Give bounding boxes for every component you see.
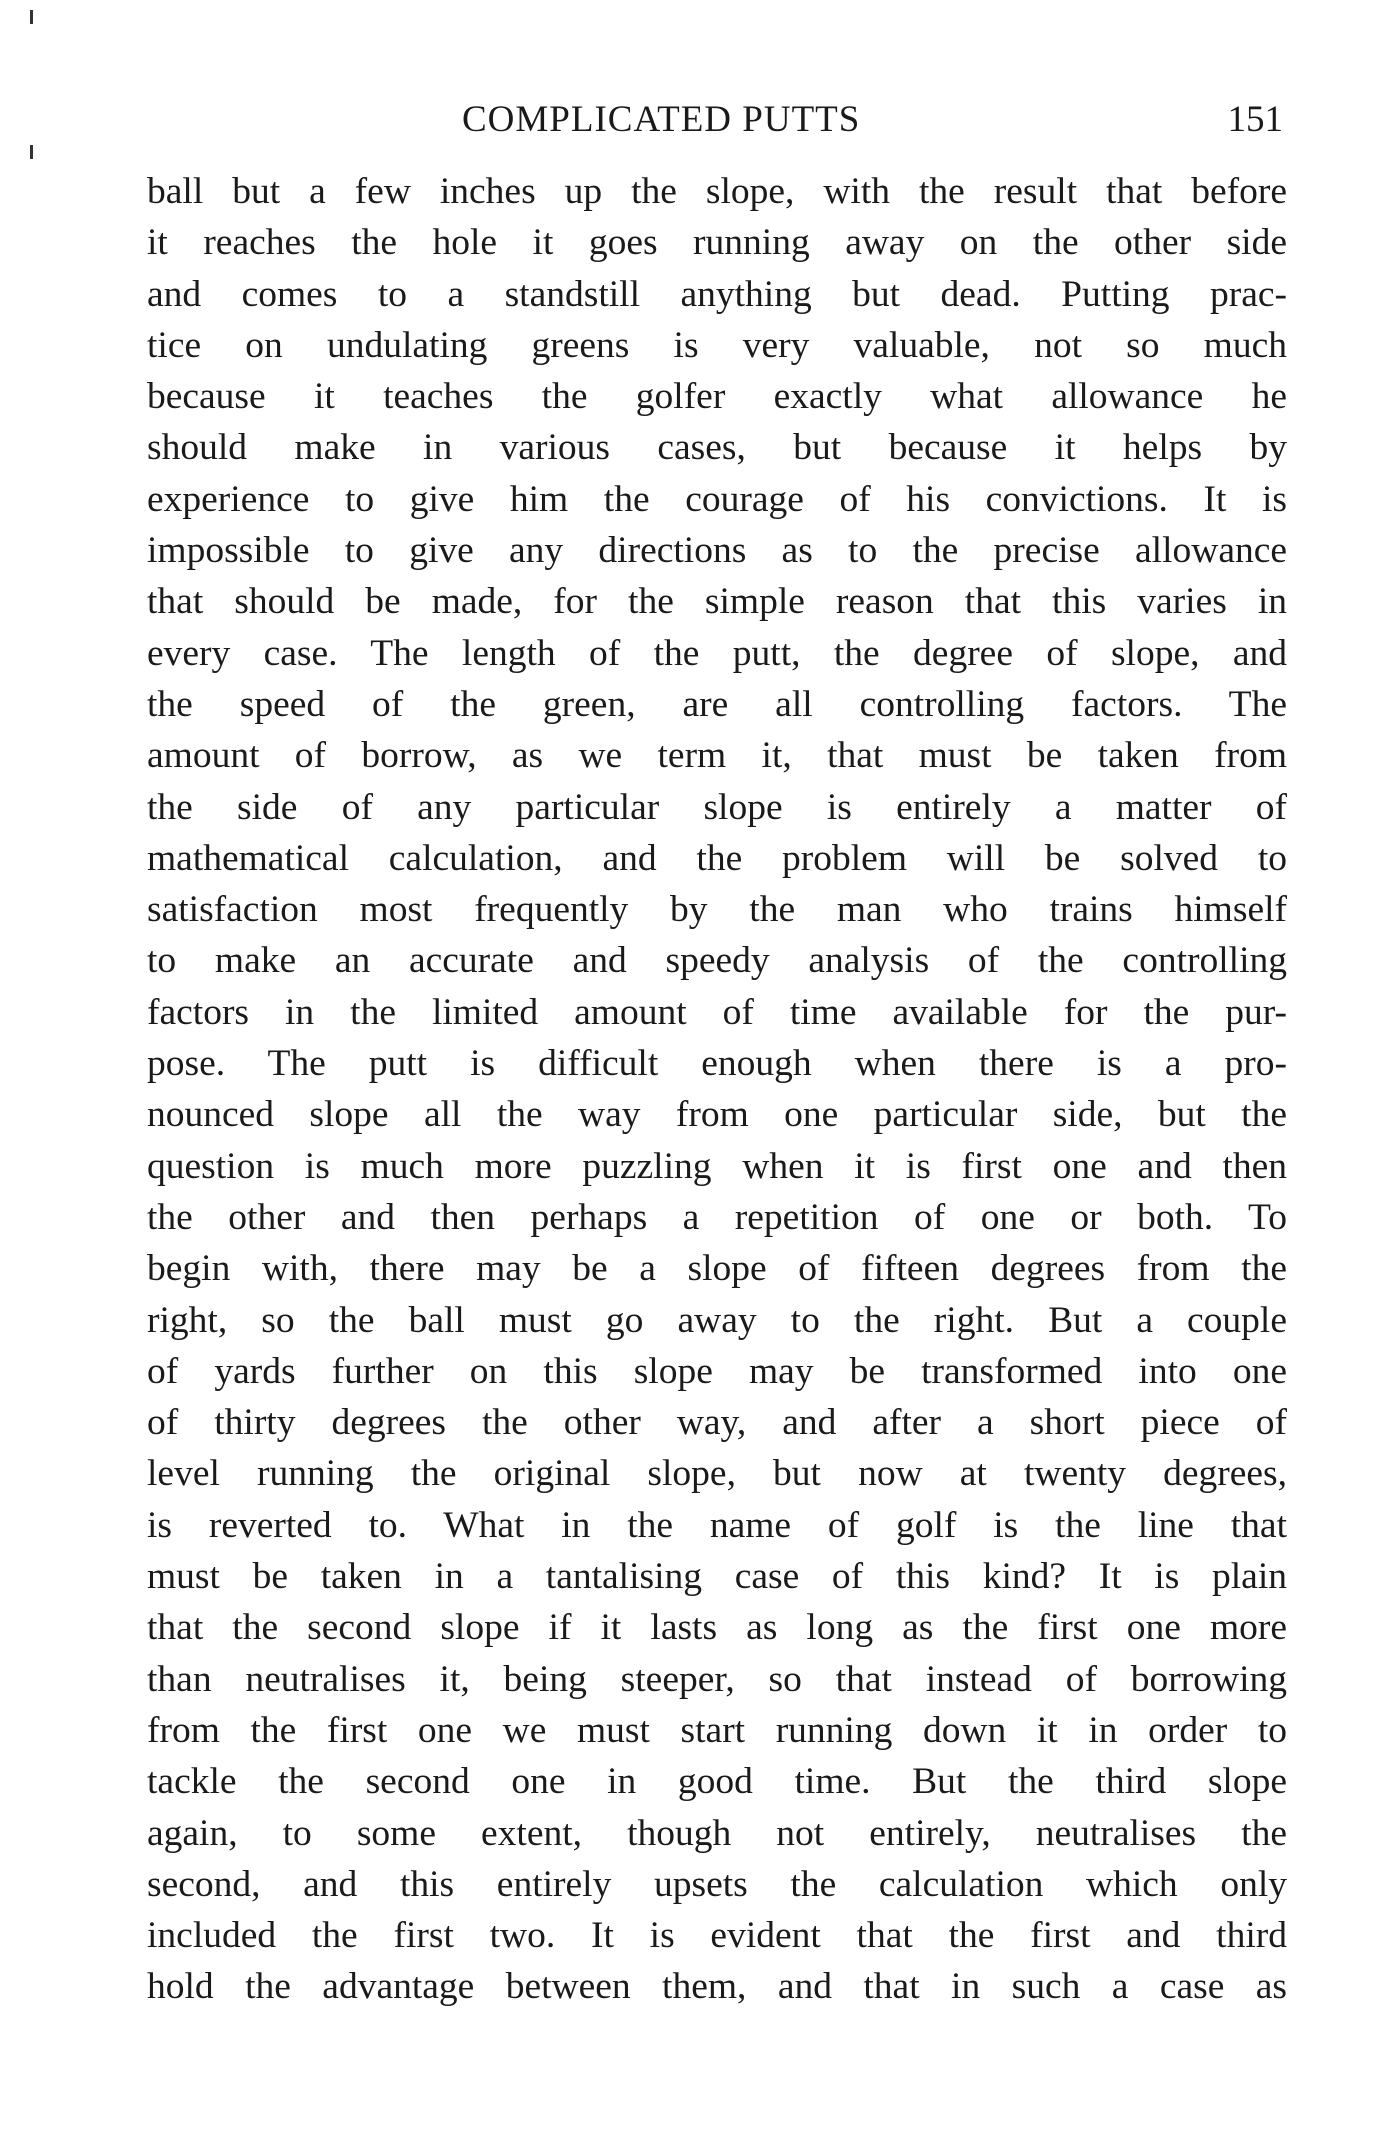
text-line xyxy=(147,628,1287,679)
text-line-content: satisfaction most frequently by the man who trains himself xyxy=(147,889,1287,931)
text-line-content: should make in various cases, but because it helps by xyxy=(147,427,1287,469)
text-line-content: factors in the limited amount of time available for the pur- xyxy=(147,991,1287,1033)
text-line xyxy=(147,320,1287,371)
text-line-content: included the first two. It is evident that the first and third xyxy=(147,1915,1287,1957)
page-number: 151 xyxy=(1227,99,1283,140)
text-line-content: tackle the second one in good time. But the third slope xyxy=(147,1761,1287,1803)
text-line xyxy=(147,1192,1287,1243)
text-line-content: than neutralises it, being steeper, so that instead of borrowing xyxy=(147,1658,1287,1700)
text-line xyxy=(147,371,1287,422)
text-line xyxy=(147,1756,1287,1807)
text-line-content: ball but a few inches up the slope, with the result that before xyxy=(147,171,1287,212)
text-line-content: amount of borrow, as we term it, that must be taken from xyxy=(147,735,1287,777)
text-line-content: the speed of the green, are all controlling factors. The xyxy=(147,683,1287,725)
text-line-content: nounced slope all the way from one particular side, but the xyxy=(147,1094,1287,1136)
text-line-content: hold the advantage between them, and that in such a case as xyxy=(147,1966,1287,2008)
text-line xyxy=(147,1808,1287,1859)
text-line xyxy=(147,166,1287,217)
text-line xyxy=(147,1910,1287,1961)
text-line-content: impossible to give any directions as to the precise allowance xyxy=(147,530,1287,572)
text-line-content: that the second slope if it lasts as long as the first one more xyxy=(147,1607,1287,1649)
text-line xyxy=(147,935,1287,986)
text-line xyxy=(147,1295,1287,1346)
text-line xyxy=(147,1859,1287,1910)
text-line-content: is reverted to. What in the name of golf is the line that xyxy=(147,1504,1287,1546)
text-line xyxy=(147,1346,1287,1397)
text-line-content: every case. The length of the putt, the degree of slope, and xyxy=(147,632,1287,674)
text-line xyxy=(147,1089,1287,1140)
text-line xyxy=(147,730,1287,781)
scan-mark xyxy=(30,10,33,24)
text-line xyxy=(147,833,1287,884)
body-text xyxy=(147,166,1287,2013)
text-line-content: question is much more puzzling when it is first one and then xyxy=(147,1145,1287,1187)
text-line xyxy=(147,1141,1287,1192)
text-line xyxy=(147,1654,1287,1705)
text-line xyxy=(147,1551,1287,1602)
text-line xyxy=(147,269,1287,320)
text-line-content: again, to some extent, though not entirely, neutralises the xyxy=(147,1812,1287,1854)
text-line-content: must be taken in a tantalising case of this kind? It is plain xyxy=(147,1556,1287,1598)
text-line-content: begin with, there may be a slope of fifteen degrees from the xyxy=(147,1248,1287,1290)
text-line xyxy=(147,679,1287,730)
text-line xyxy=(147,1961,1287,2012)
text-line-content: of thirty degrees the other way, and after a short piece of xyxy=(147,1402,1287,1444)
text-line xyxy=(147,987,1287,1038)
text-line-content: right, so the ball must go away to the right. But a couple xyxy=(147,1299,1287,1341)
text-line xyxy=(147,782,1287,833)
text-line-content: second, and this entirely upsets the calculation which only xyxy=(147,1863,1287,1905)
text-line-content: tice on undulating greens is very valuable, not so much xyxy=(147,324,1287,366)
text-line-content: from the first one we must start running down it in order to xyxy=(147,1709,1287,1751)
text-line xyxy=(147,217,1287,268)
text-line xyxy=(147,474,1287,525)
page-header xyxy=(147,98,1283,148)
text-line-content: it reaches the hole it goes running away on the other side xyxy=(147,222,1287,264)
text-line-content: mathematical calculation, and the problem will be solved to xyxy=(147,837,1287,879)
text-line xyxy=(147,1243,1287,1294)
text-line-content: because it teaches the golfer exactly what allowance he xyxy=(147,376,1287,418)
text-line xyxy=(147,1500,1287,1551)
text-line xyxy=(147,1448,1287,1499)
text-line-content: level running the original slope, but now at twenty degrees, xyxy=(147,1453,1287,1495)
scan-mark xyxy=(30,145,33,159)
running-title: COMPLICATED PUTTS xyxy=(462,99,861,140)
text-line-content: to make an accurate and speedy analysis of the controlling xyxy=(147,940,1287,982)
text-line-content: experience to give him the courage of his convictions. It is xyxy=(147,478,1287,520)
text-line-content: the other and then perhaps a repetition of one or both. To xyxy=(147,1196,1287,1238)
text-line-content: of yards further on this slope may be transformed into one xyxy=(147,1350,1287,1392)
text-line-content: pose. The putt is difficult enough when there is a pro- xyxy=(147,1043,1287,1085)
text-line xyxy=(147,576,1287,627)
text-line xyxy=(147,1397,1287,1448)
text-line-content: the side of any particular slope is entirely a matter of xyxy=(147,786,1287,828)
text-line xyxy=(147,1705,1287,1756)
text-line xyxy=(147,525,1287,576)
text-line-content: that should be made, for the simple reason that this varies in xyxy=(147,581,1287,623)
text-line-content: and comes to a standstill anything but dead. Putting prac- xyxy=(147,273,1287,315)
text-line xyxy=(147,1038,1287,1089)
text-line xyxy=(147,884,1287,935)
text-line xyxy=(147,1602,1287,1653)
text-line xyxy=(147,422,1287,473)
